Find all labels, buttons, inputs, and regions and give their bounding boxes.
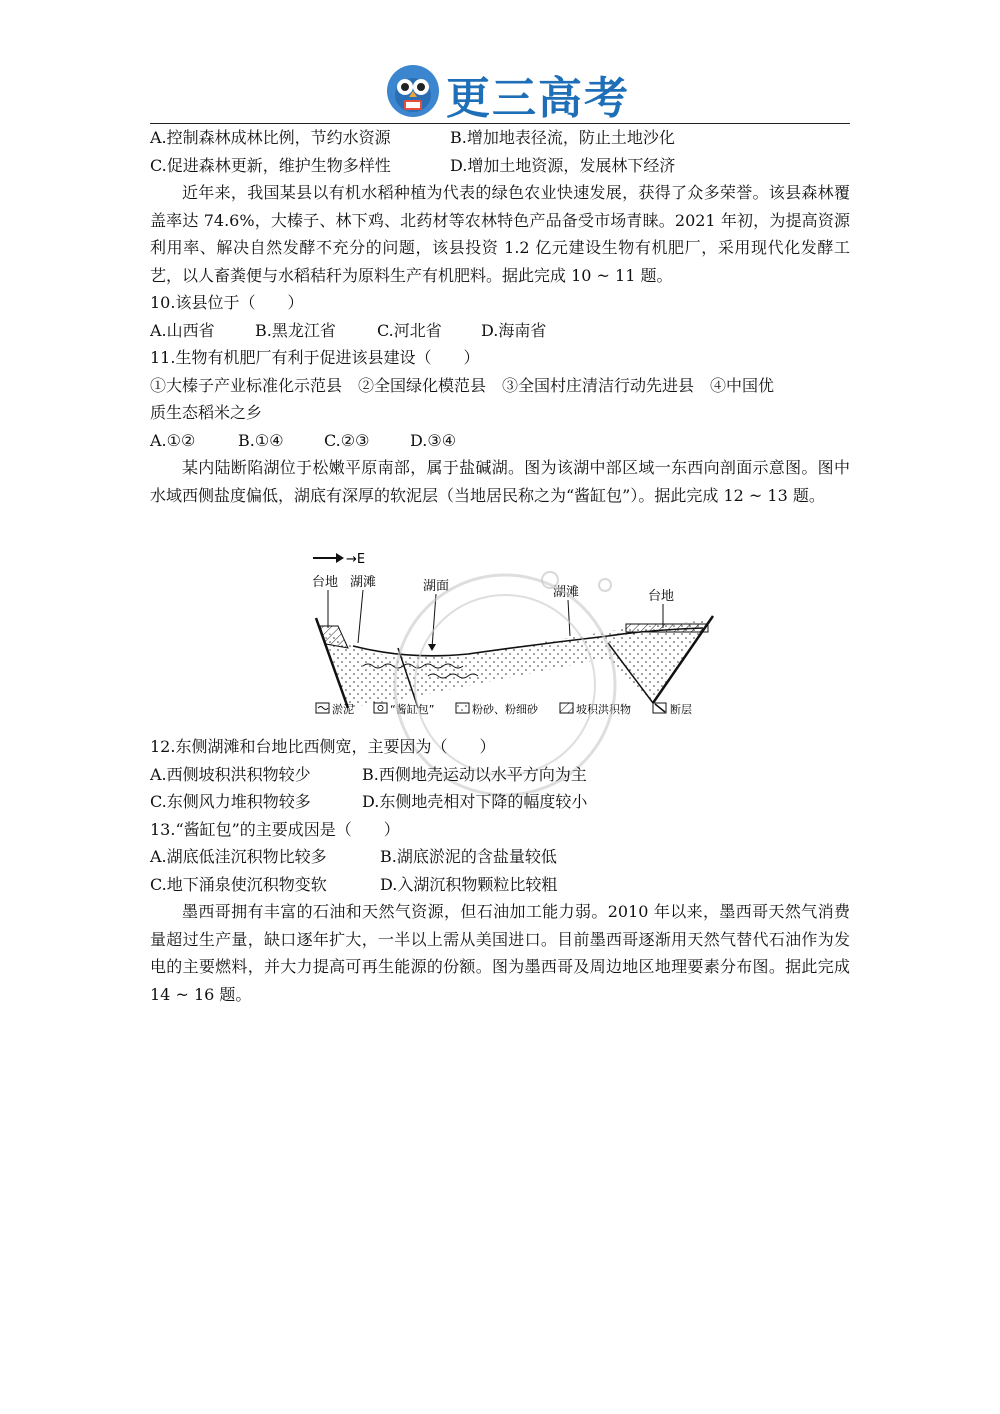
q13-option-b: B.湖底淤泥的含盐量较低 — [380, 847, 557, 866]
q11-options — [150, 427, 850, 455]
legend-silt: 粉砂、粉细砂 — [472, 703, 538, 716]
document-body-continued — [150, 733, 850, 1008]
q13-option-a: A.湖底低洼沉积物比较多 — [150, 847, 327, 866]
label-hu-tan-east: 湖滩 — [553, 585, 580, 600]
q12-option-b: B.西侧地壳运动以水平方向为主 — [362, 764, 587, 784]
legend-jianggangbao: “酱缸包” — [390, 703, 435, 716]
q11-option-c: C.②③ — [324, 430, 370, 450]
q12-option-a: A.西侧坡积洪积物较少 — [150, 764, 311, 784]
q10-stem: 10.该县位于（ ） — [150, 293, 304, 312]
q9-option-a: A.控制森林成林比例，节约水资源 — [150, 128, 391, 147]
q11-option-a: A.①② — [150, 430, 196, 450]
q12-option-d: D.东侧地壳相对下降的幅度较小 — [362, 792, 588, 811]
q12-options-row1 — [150, 761, 850, 789]
q9-option-b: B.增加地表径流，防止土地沙化 — [450, 128, 675, 147]
q11-items-line2: 质生态稻米之乡 — [150, 403, 263, 422]
q11-items-line1: ①大榛子产业标准化示范县 ②全国绿化模范县 ③全国村庄清洁行动先进县 ④中国优 — [150, 375, 775, 395]
q13-option-c: C.地下涌泉使沉积物变软 — [150, 874, 327, 894]
label-hu-mian: 湖面 — [423, 579, 450, 594]
document-body — [150, 124, 850, 509]
owl-logo-icon — [386, 64, 440, 118]
label-tai-di-east: 台地 — [648, 589, 675, 604]
direction-label: →E — [346, 552, 366, 567]
q10-option-d: D.海南省 — [481, 320, 547, 340]
q10-option-b: B.黑龙江省 — [255, 320, 336, 340]
q13-option-d: D.入湖沉积物颗粒比较粗 — [380, 874, 558, 894]
q10-option-a: A.山西省 — [150, 320, 215, 340]
q11-stem: 11.生物有机肥厂有利于促进该县建设（ ） — [150, 348, 480, 367]
q9-options-row2 — [150, 152, 850, 180]
passage-14-16: 墨西哥拥有丰富的石油和天然气资源，但石油加工能力弱。2010 年以来，墨西哥天然气消费量超过生产量，缺口逐年扩大，一半以上需从美国进口。目前墨西哥逐渐用天然气替代石油作为发电的主要燃料，并大力提高可再生能源的份额。图为墨西哥及周边地区地理要素分布图。据此完成 14 ~ 16 题。 — [150, 902, 850, 1004]
q11-option-b: B.①④ — [238, 430, 284, 450]
label-tai-di-west: 台地 — [312, 575, 339, 590]
q13-options-row2 — [150, 871, 850, 899]
q12-options-row2 — [150, 788, 850, 816]
diagram-legend — [316, 702, 692, 716]
legend-mud: 淤泥 — [332, 703, 354, 716]
q11-option-d: D.③④ — [410, 430, 457, 450]
q9-option-c: C.促进森林更新，维护生物多样性 — [150, 155, 391, 175]
q10-options — [150, 317, 850, 345]
legend-fault: 断层 — [670, 703, 692, 716]
label-hu-tan-west: 湖滩 — [350, 575, 377, 590]
legend-colluvium: 坡积洪积物 — [576, 703, 631, 716]
passage-12-13: 某内陆断陷湖位于松嫩平原南部，属于盐碱湖。图为该湖中部区域一东西向剖面示意图。图中水域西侧盐度偏低，湖底有深厚的软泥层（当地居民称之为“酱缸包”）。据此完成 12 ~ 13 题。 — [150, 458, 850, 505]
q13-stem: 13.“酱缸包”的主要成因是（ ） — [150, 819, 400, 839]
lake-cross-section-diagram — [308, 548, 720, 733]
q12-option-c: C.东侧风力堆积物较多 — [150, 792, 311, 811]
brand-logo-text: 更三高考 — [446, 73, 630, 124]
q12-stem: 12.东侧湖滩和台地比西侧宽，主要因为（ ） — [150, 737, 496, 756]
q9-options-row1 — [150, 124, 850, 152]
q9-option-d: D.增加土地资源，发展林下经济 — [450, 155, 676, 175]
q13-options-row1 — [150, 843, 850, 871]
passage-10-11: 近年来，我国某县以有机水稻种植为代表的绿色农业快速发展，获得了众多荣誉。该县森林覆盖率达 74.6%，大榛子、林下鸡、北药材等农林特色产品备受市场青睐。2021 年初，为提高资源利用率、解决自然发酵不充分的问题，该县投资 1.2 亿元建设生物有机肥厂，采用现代化发酵工艺，以人畜粪便与水稻秸秆为原料生产有机肥料。据此完成 10 ~ 11 题。 — [150, 183, 850, 285]
q10-option-c: C.河北省 — [377, 320, 442, 340]
